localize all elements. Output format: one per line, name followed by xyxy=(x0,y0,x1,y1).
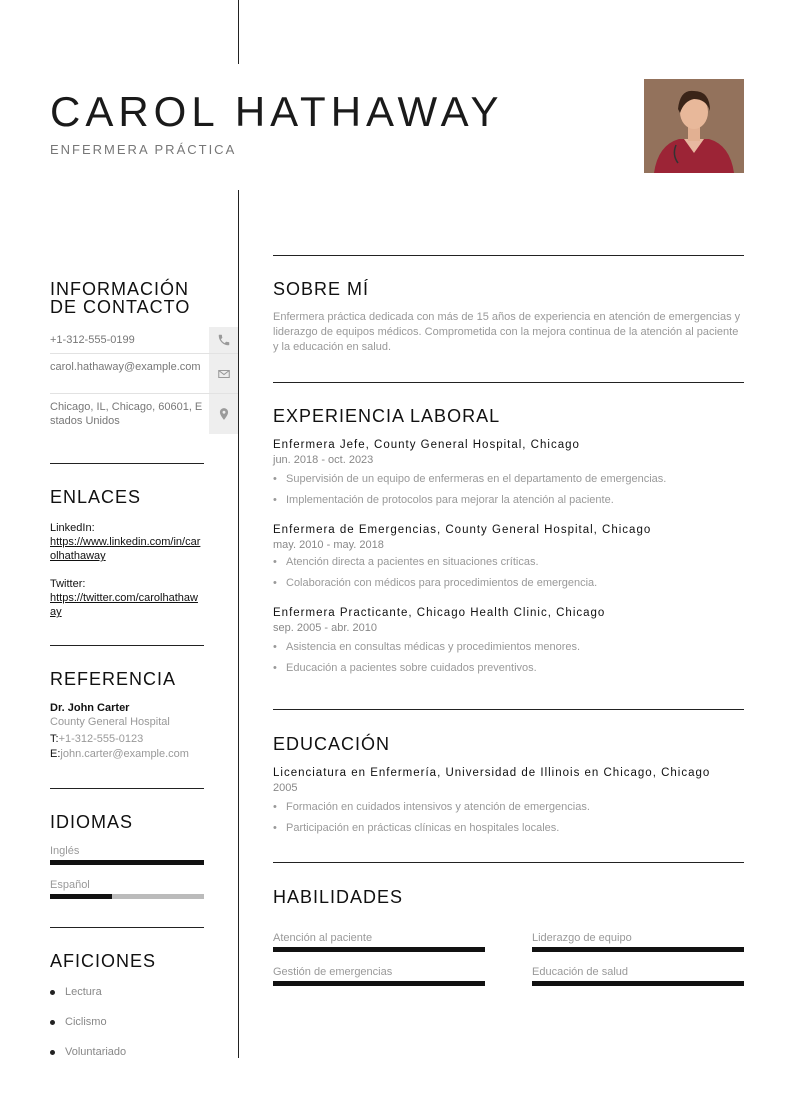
about-section-title: SOBRE MÍ xyxy=(273,279,370,299)
skill-item xyxy=(532,966,744,986)
column-divider-line xyxy=(238,190,239,1058)
job-bullet: • Colaboración con médicos para procedimientos de emergencia. xyxy=(273,573,744,594)
job-title: Enfermera Practicante, Chicago Health Clinic, Chicago xyxy=(273,607,606,619)
candidate-name: CAROL HATHAWAY xyxy=(50,88,504,135)
phone-icon xyxy=(209,327,238,353)
reference-section-title: REFERENCIA xyxy=(50,669,177,689)
location-pin-icon xyxy=(209,394,238,434)
divider xyxy=(273,709,744,710)
education-section xyxy=(273,734,744,839)
skill-label: Liderazgo de equipo xyxy=(532,932,632,944)
divider xyxy=(50,927,204,928)
skill-item xyxy=(273,966,485,986)
contact-email[interactable]: carol.hathaway@example.com xyxy=(50,361,201,373)
reference-phone[interactable]: +1-312-555-0123 xyxy=(58,733,144,745)
contact-phone[interactable]: +1-312-555-0199 xyxy=(50,334,135,346)
languages-section-title: IDIOMAS xyxy=(50,812,134,832)
link-item-linkedin xyxy=(50,521,204,563)
skill-label: Educación de salud xyxy=(532,966,629,978)
hobby-item xyxy=(50,1007,204,1037)
divider xyxy=(50,463,204,464)
education-bullet: • Formación en cuidados intensivos y atención de emergencias. xyxy=(273,797,744,818)
contact-list xyxy=(50,327,238,434)
skills-section-title: HABILIDADES xyxy=(273,887,404,907)
skill-label: Atención al paciente xyxy=(273,932,373,944)
skills-section xyxy=(273,887,744,908)
job-entry xyxy=(273,605,744,679)
hobby-label: Ciclismo xyxy=(65,1016,107,1028)
job-bullet: • Atención directa a pacientes en situaciones críticas. xyxy=(273,552,744,573)
skill-level-bar xyxy=(273,947,485,952)
candidate-role: ENFERMERA PRÁCTICA xyxy=(50,142,237,157)
skill-item xyxy=(532,932,744,952)
contact-address-row xyxy=(50,394,238,434)
about-section xyxy=(273,279,744,355)
language-level-bar xyxy=(50,894,204,899)
language-item xyxy=(50,845,204,865)
links-section-title: ENLACES xyxy=(50,487,142,507)
link-label: Twitter: xyxy=(50,578,86,590)
skill-item xyxy=(273,932,485,952)
job-bullet: • Educación a pacientes sobre cuidados preventivos. xyxy=(273,658,744,679)
contact-phone-row xyxy=(50,327,238,354)
reference-org: County General Hospital xyxy=(50,716,170,728)
divider xyxy=(50,788,204,789)
reference-section xyxy=(50,670,204,762)
skill-level-bar xyxy=(273,981,485,986)
job-entry xyxy=(273,437,744,511)
top-divider-line xyxy=(238,0,239,64)
language-level-fill xyxy=(50,894,112,899)
divider xyxy=(273,255,744,256)
contact-email-row xyxy=(50,354,238,394)
divider xyxy=(273,862,744,863)
job-title: Enfermera de Emergencias, County General Hospital, Chicago xyxy=(273,524,652,536)
hobby-label: Lectura xyxy=(65,986,102,998)
reference-email-line xyxy=(50,747,204,762)
bullet-icon xyxy=(50,1050,55,1055)
hobbies-section-title: AFICIONES xyxy=(50,951,157,971)
language-level-bar xyxy=(50,860,204,865)
job-date: sep. 2005 - abr. 2010 xyxy=(273,622,377,634)
linkedin-link[interactable]: https://www.linkedin.com/in/carolhathaway xyxy=(50,536,201,562)
hobby-label: Voluntariado xyxy=(65,1046,127,1058)
links-section xyxy=(50,488,204,619)
languages-section xyxy=(50,813,204,899)
job-date: jun. 2018 - oct. 2023 xyxy=(273,454,374,466)
job-title: Enfermera Jefe, County General Hospital, Chicago xyxy=(273,439,580,451)
experience-section-title: EXPERIENCIA LABORAL xyxy=(273,406,501,426)
bullet-icon xyxy=(50,990,55,995)
language-name: Español xyxy=(50,879,90,891)
link-label: LinkedIn: xyxy=(50,522,95,534)
language-item xyxy=(50,879,204,899)
education-bullet: • Participación en prácticas clínicas en hospitales locales. xyxy=(273,818,744,839)
profile-photo xyxy=(644,79,744,173)
hobbies-list xyxy=(50,977,204,1067)
experience-section xyxy=(273,406,744,679)
reference-phone-line xyxy=(50,732,204,747)
skill-level-bar xyxy=(532,947,744,952)
about-text: Enfermera práctica dedicada con más de 15 años de experiencia en atención de emergencias y liderazgo de equipos médicos. Comprometida con la mejora continua de la atención al paciente y la educación en salud. xyxy=(273,311,741,353)
link-item-twitter xyxy=(50,577,204,619)
education-section-title: EDUCACIÓN xyxy=(273,734,391,754)
job-date: may. 2010 - may. 2018 xyxy=(273,539,384,551)
job-entry xyxy=(273,522,744,594)
twitter-link[interactable]: https://twitter.com/carolhathaway xyxy=(50,592,198,618)
divider xyxy=(273,382,744,383)
reference-email[interactable]: john.carter@example.com xyxy=(60,748,189,760)
reference-email-label: E: xyxy=(50,748,61,760)
mail-icon xyxy=(209,354,238,393)
education-degree: Licenciatura en Enfermería, Universidad de Illinois en Chicago, Chicago xyxy=(273,767,711,779)
education-year: 2005 xyxy=(273,782,298,794)
language-name: Inglés xyxy=(50,845,80,857)
hobby-item xyxy=(50,977,204,1007)
skill-level-bar xyxy=(532,981,744,986)
contact-address: Chicago, IL, Chicago, 60601, Estados Unidos xyxy=(50,401,203,427)
job-bullet: • Asistencia en consultas médicas y procedimientos menores. xyxy=(273,637,744,658)
hobby-item xyxy=(50,1037,204,1067)
job-bullet: • Supervisión de un equipo de enfermeras en el departamento de emergencias. xyxy=(273,469,744,490)
skill-label: Gestión de emergencias xyxy=(273,966,393,978)
contact-section-title: INFORMACIÓN DE CONTACTO xyxy=(50,279,191,317)
divider xyxy=(50,645,204,646)
bullet-icon xyxy=(50,1020,55,1025)
job-bullet: • Implementación de protocolos para mejorar la atención al paciente. xyxy=(273,490,744,511)
hobbies-section xyxy=(50,952,204,1067)
language-level-fill xyxy=(50,860,204,865)
reference-name: Dr. John Carter xyxy=(50,702,130,714)
reference-phone-label: T: xyxy=(50,733,59,745)
